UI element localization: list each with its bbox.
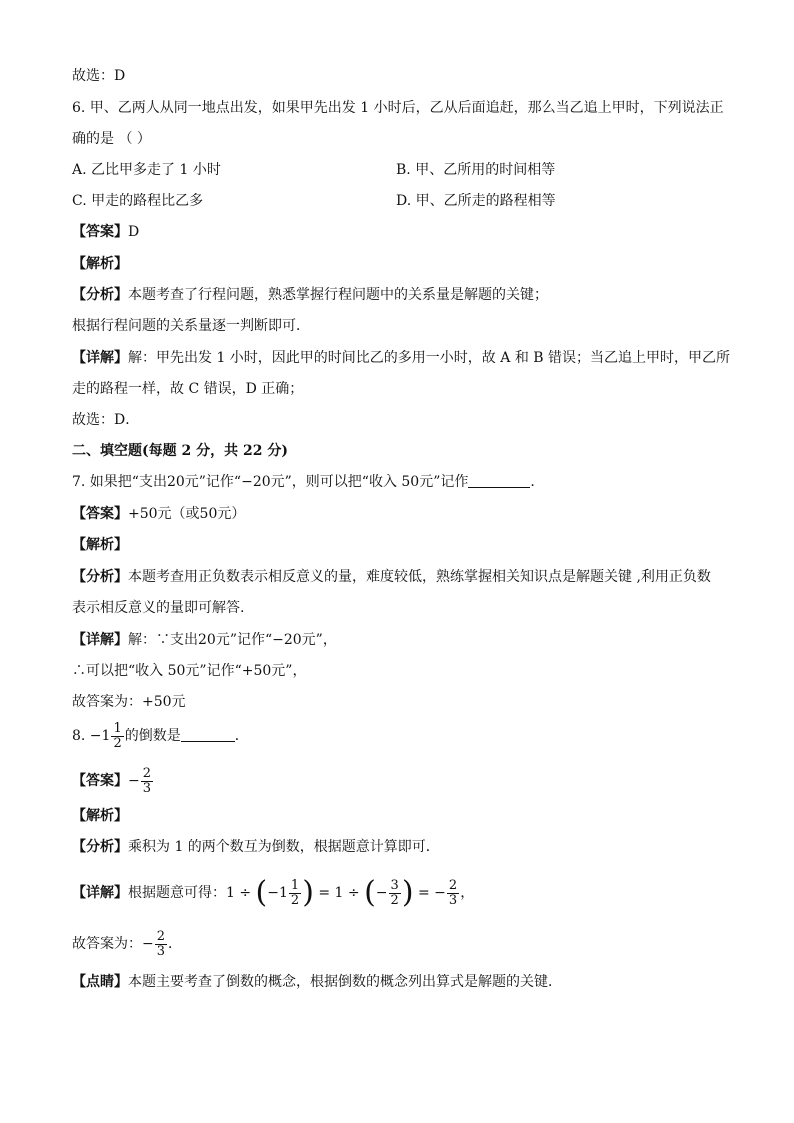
calc-eq: = − xyxy=(413,885,446,901)
q8-stem-prefix: 8. −1 xyxy=(72,728,111,744)
q7-stem-end: . xyxy=(530,474,535,490)
calc-result-fraction xyxy=(447,879,459,908)
section-heading: 二、填空题(每题 2 分，共 22 分) xyxy=(72,443,288,459)
fenxi-tag: 【分析】 xyxy=(72,569,128,585)
xiangjie-text: 解：甲先出发 1 小时，因此甲的时间比乙的多用一小时，故 A 和 B 错误；当乙追上甲时，甲乙所 xyxy=(128,350,731,366)
q6-xiangjie-line2: 走的路程一样，故 C 错误，D 正确； xyxy=(72,381,304,397)
conclusion-fraction xyxy=(155,930,167,959)
numerator: 3 xyxy=(390,877,399,893)
calc-a-fraction xyxy=(289,879,301,908)
answer-tag: 【答案】 xyxy=(72,224,128,240)
q6-conclusion: 故选：D． xyxy=(72,412,140,428)
answer-fraction xyxy=(141,767,153,796)
q8-dianjing xyxy=(72,972,562,992)
q6-answer xyxy=(72,222,139,242)
dianjing-text: 本题主要考查了倒数的概念，根据倒数的概念列出算式是解题的关键． xyxy=(128,974,562,990)
numerator: 1 xyxy=(113,720,122,736)
xiangjie-tag: 【详解】 xyxy=(72,350,128,366)
q7-xiangjie xyxy=(72,630,337,650)
q8-answer-blank xyxy=(181,727,235,742)
answer-sign: − xyxy=(128,773,140,789)
numerator: 2 xyxy=(142,765,152,781)
denominator: 3 xyxy=(448,892,458,908)
q7-stem xyxy=(72,472,535,492)
q7-answer-blank xyxy=(468,473,530,488)
q8-xiangjie xyxy=(72,873,474,913)
xiangjie-tag: 【详解】 xyxy=(72,632,128,648)
calc-a: −1 xyxy=(267,885,288,901)
q6-jiexi-tag: 【解析】 xyxy=(72,256,128,272)
xiangjie-tag: 【详解】 xyxy=(72,885,128,901)
denominator: 2 xyxy=(390,892,399,908)
q6-stem-line1: 6. 甲、乙两人从同一地点出发，如果甲先出发 1 小时后，乙从后面追赶，那么当乙追上甲时，下列说法正 xyxy=(72,100,724,116)
q8-conclusion xyxy=(72,926,182,962)
denominator: 3 xyxy=(142,780,152,796)
q7-fenxi-line2: 表示相反意义的量即可解答. xyxy=(72,600,245,616)
q8-stem-suffix: 的倒数是 xyxy=(124,728,181,744)
q8-answer xyxy=(72,763,154,799)
q8-stem-end: ． xyxy=(234,728,249,744)
fenxi-tag: 【分析】 xyxy=(72,287,128,303)
q6-stem-line2: 确的是 （ ） xyxy=(72,131,151,147)
dianjing-tag: 【点睛】 xyxy=(72,974,128,990)
denominator: 3 xyxy=(156,943,166,959)
calc-end: ， xyxy=(460,885,475,901)
fenxi-text: 乘积为 1 的两个数互为倒数，根据题意计算即可． xyxy=(128,839,440,855)
q8-jiexi-tag: 【解析】 xyxy=(72,808,128,824)
answer-value: D xyxy=(128,224,140,240)
fenxi-text: 本题考查了行程问题，熟悉掌握行程问题中的关系量是解题的关键； xyxy=(128,287,548,303)
right-paren: ) xyxy=(302,875,314,910)
right-paren: ) xyxy=(401,875,414,910)
q6-option-d: D. 甲、乙所走的路程相等 xyxy=(396,193,556,209)
q8-fenxi xyxy=(72,837,440,857)
prev-conclusion: 故选：D xyxy=(72,68,126,84)
numerator: 2 xyxy=(448,877,458,893)
calc-b-fraction xyxy=(389,879,401,908)
calc-b-sign: − xyxy=(375,885,388,901)
q6-fenxi-line2: 根据行程问题的关系量逐一判断即可． xyxy=(72,318,310,334)
q7-jiexi-tag: 【解析】 xyxy=(72,537,128,553)
denominator: 2 xyxy=(290,892,300,908)
denominator: 2 xyxy=(113,735,122,751)
conclusion-prefix: 故答案为：− xyxy=(72,936,154,952)
left-paren: ( xyxy=(255,875,268,910)
left-paren: ( xyxy=(364,875,376,910)
xiangjie-text: 解：∵支出20元”记作“−20元”， xyxy=(128,632,337,648)
xiangjie-prefix: 根据题意可得：1 ÷ xyxy=(128,885,256,901)
q8-stem xyxy=(72,718,249,754)
q7-xiangjie-line2: ∴可以把“收入 50元”记作“+50元”， xyxy=(72,663,307,679)
fenxi-text: 本题考查用正负数表示相反意义的量，难度较低，熟练掌握相关知识点是解题关键 ,利用正负数 xyxy=(128,569,711,585)
calc-mid: = 1 ÷ xyxy=(313,885,365,901)
q8-stem-fraction xyxy=(111,722,123,751)
q6-option-b: B. 甲、乙所用的时间相等 xyxy=(396,162,556,178)
q7-answer xyxy=(72,504,245,524)
q6-option-c: C. 甲走的路程比乙多 xyxy=(72,193,204,209)
numerator: 2 xyxy=(156,928,166,944)
q6-fenxi xyxy=(72,285,548,305)
answer-tag: 【答案】 xyxy=(72,773,128,789)
fenxi-tag: 【分析】 xyxy=(72,839,128,855)
q7-stem-text: 7. 如果把“支出20元”记作“−20元”，则可以把“收入 50元”记作 xyxy=(72,474,469,490)
answer-value: +50元（或50元） xyxy=(128,506,246,522)
q7-conclusion: 故答案为：+50元 xyxy=(72,694,186,710)
conclusion-end: ． xyxy=(168,936,183,952)
answer-tag: 【答案】 xyxy=(72,506,128,522)
q6-option-a: A. 乙比甲多走了 1 小时 xyxy=(72,162,221,178)
numerator: 1 xyxy=(290,877,300,893)
q6-xiangjie xyxy=(72,348,730,368)
q7-fenxi xyxy=(72,567,711,587)
